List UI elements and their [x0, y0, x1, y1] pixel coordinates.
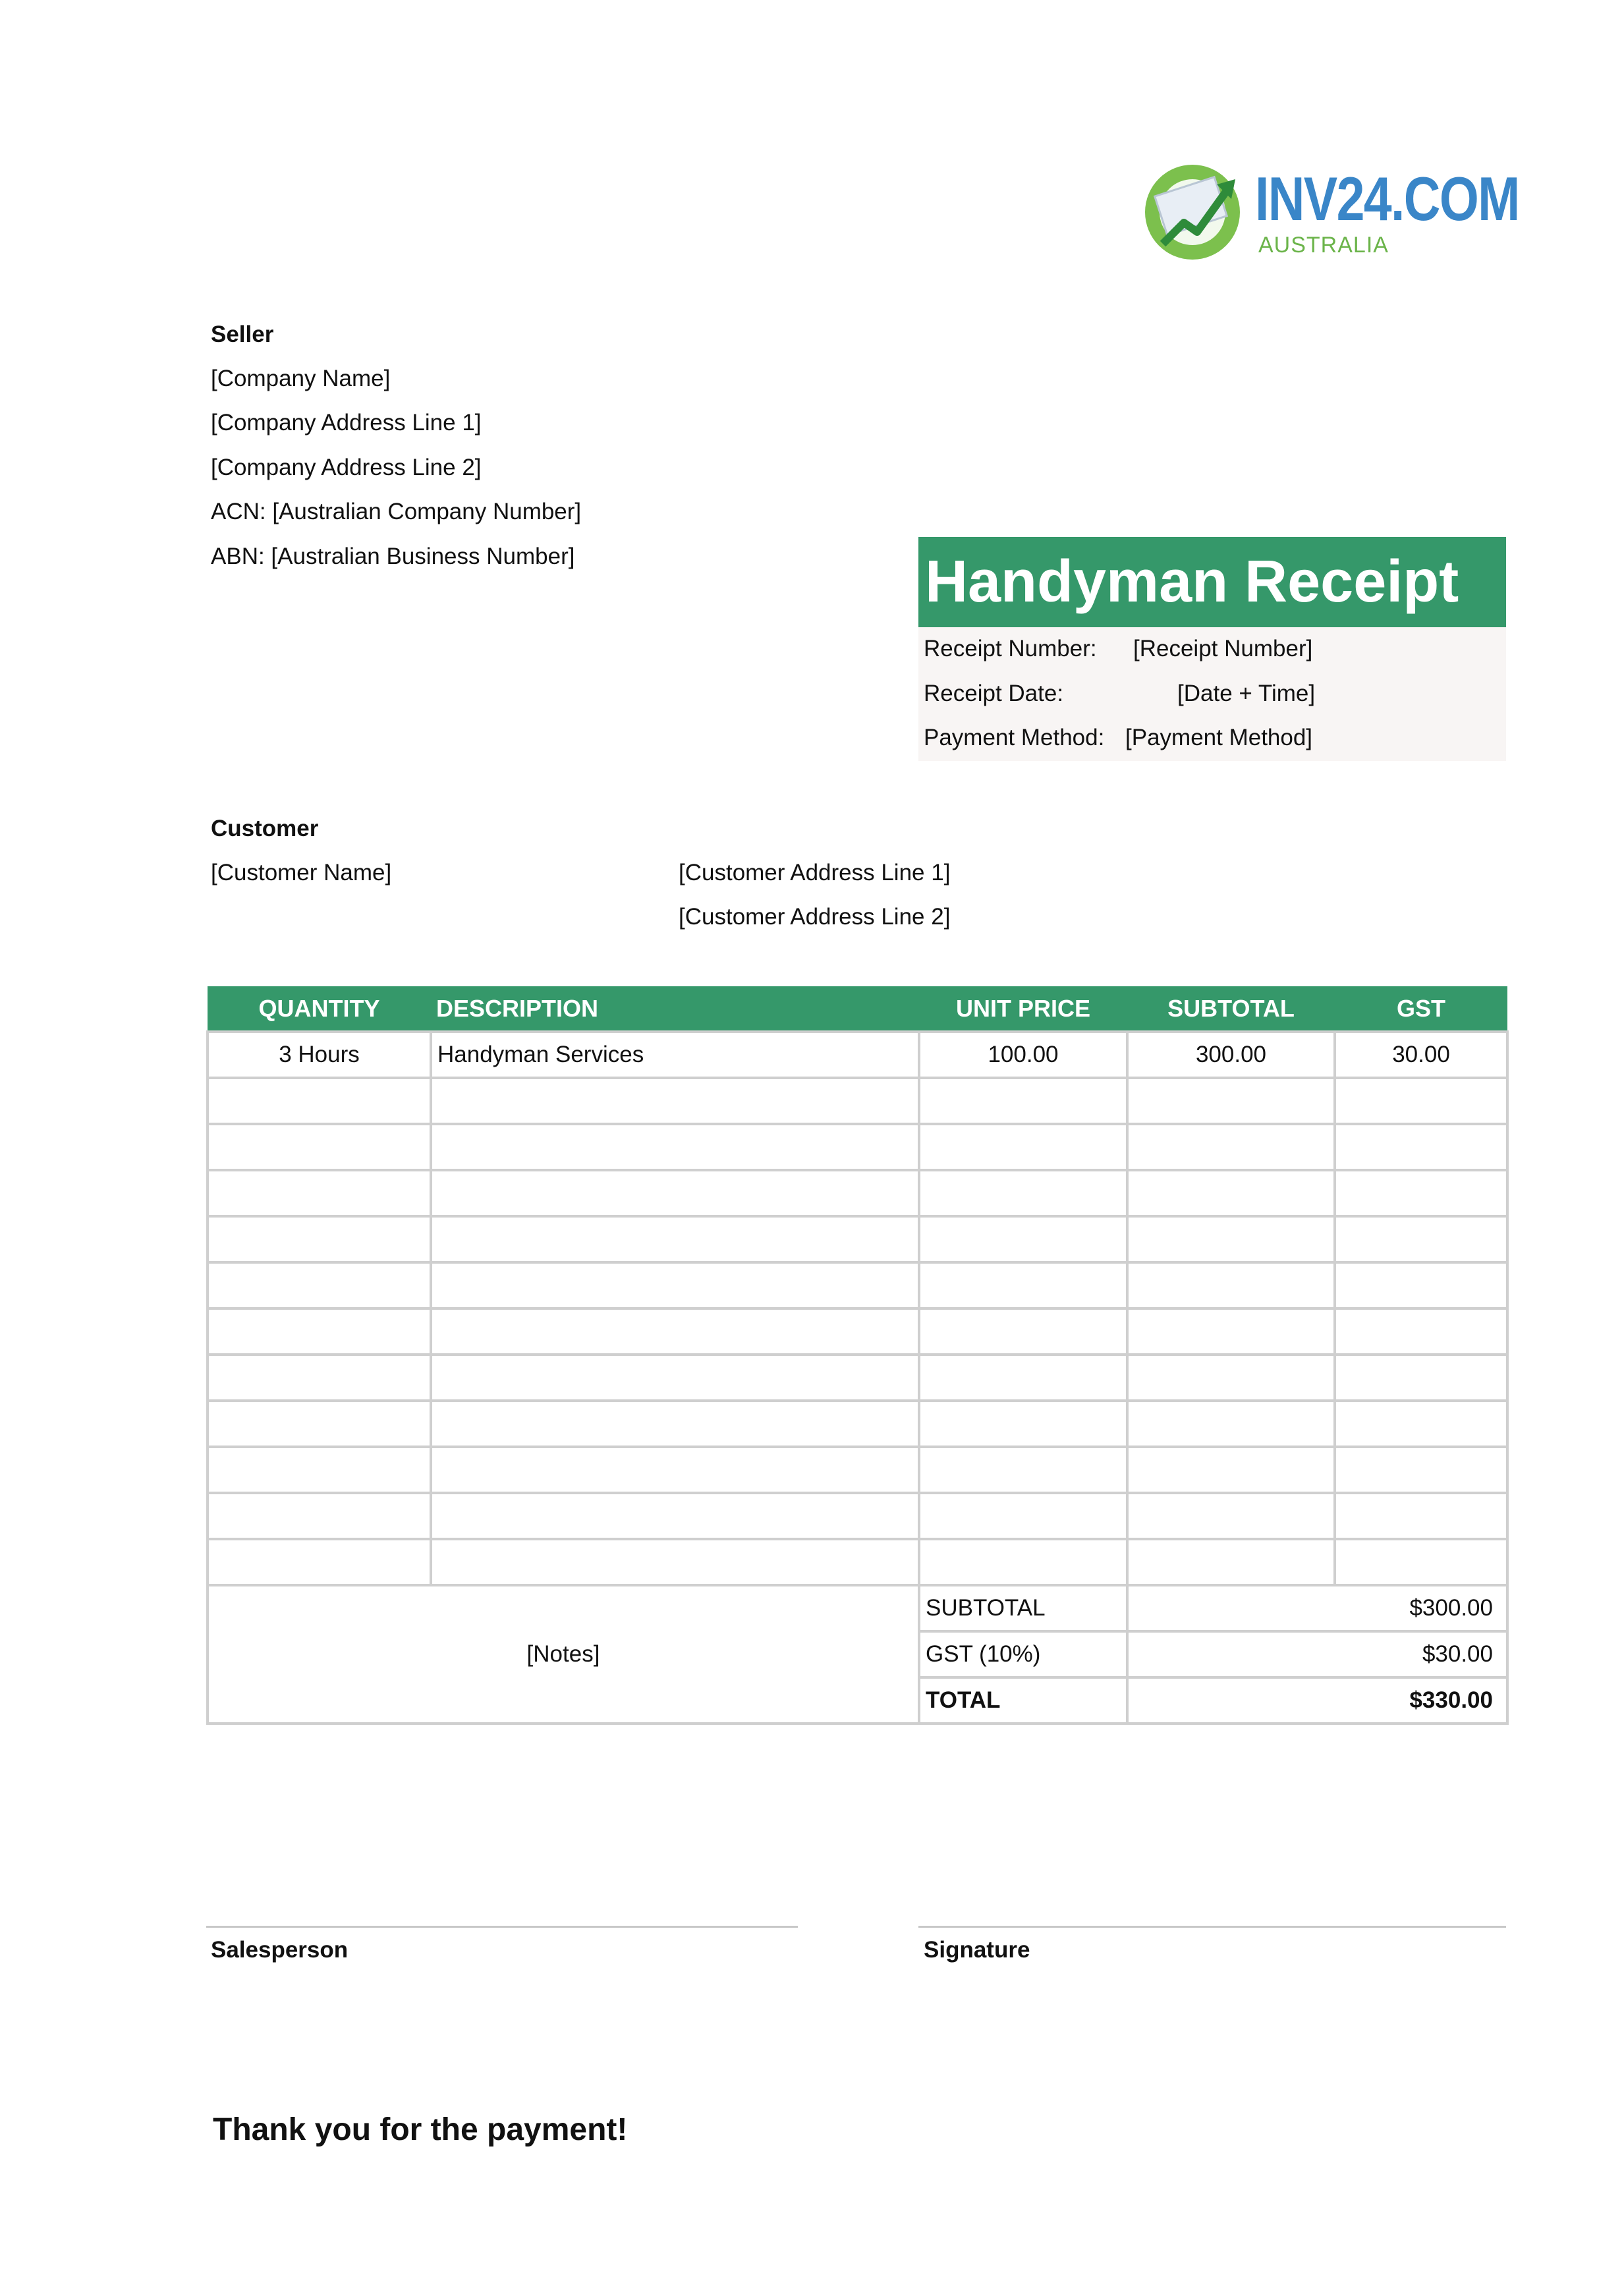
empty-cell [1127, 1216, 1335, 1262]
receipt-title: Handyman Receipt [925, 549, 1459, 615]
empty-cell [1127, 1447, 1335, 1493]
empty-cell [208, 1170, 431, 1216]
header-description: DESCRIPTION [431, 986, 919, 1032]
empty-cell [919, 1170, 1127, 1216]
receipt-date-value: [Date + Time] [1177, 681, 1316, 706]
customer-heading: Customer [211, 816, 319, 841]
empty-cell [208, 1539, 431, 1585]
empty-cell [919, 1124, 1127, 1170]
empty-cell [919, 1308, 1127, 1355]
empty-cell [208, 1078, 431, 1124]
notes-cell: [Notes] [208, 1585, 919, 1724]
empty-cell [431, 1262, 919, 1308]
empty-cell [431, 1539, 919, 1585]
totals-subtotal-row [208, 1585, 1507, 1631]
receipt-number-label: Receipt Number: [924, 636, 1097, 661]
empty-cell [208, 1401, 431, 1447]
seller-abn: ABN: [Australian Business Number] [211, 544, 575, 569]
gst-value: $30.00 [1127, 1631, 1507, 1677]
empty-cell [1127, 1170, 1335, 1216]
item-subtotal: 300.00 [1127, 1032, 1335, 1078]
empty-cell [1335, 1355, 1507, 1401]
logo-wordmark: INV24.COM [1255, 164, 1519, 233]
item-quantity: 3 Hours [208, 1032, 431, 1078]
table-row-empty [208, 1262, 1507, 1308]
table-row-empty [208, 1216, 1507, 1262]
items-table [206, 986, 1509, 1725]
empty-cell [919, 1216, 1127, 1262]
empty-cell [431, 1493, 919, 1539]
table-row [208, 1032, 1507, 1078]
empty-cell [1127, 1539, 1335, 1585]
total-value: $330.00 [1127, 1677, 1507, 1724]
seller-company-name: [Company Name] [211, 366, 391, 391]
empty-cell [1335, 1539, 1507, 1585]
empty-cell [1335, 1170, 1507, 1216]
empty-cell [208, 1308, 431, 1355]
customer-address-line2: [Customer Address Line 2] [679, 904, 951, 930]
empty-cell [1127, 1493, 1335, 1539]
subtotal-label: SUBTOTAL [919, 1585, 1127, 1631]
subtotal-value: $300.00 [1127, 1585, 1507, 1631]
empty-cell [1335, 1308, 1507, 1355]
empty-cell [919, 1078, 1127, 1124]
seller-heading: Seller [211, 322, 274, 347]
table-row-empty [208, 1447, 1507, 1493]
table-row-empty [208, 1493, 1507, 1539]
empty-cell [919, 1401, 1127, 1447]
header-subtotal: SUBTOTAL [1127, 986, 1335, 1032]
payment-method-label: Payment Method: [924, 725, 1105, 750]
signature-line [918, 1926, 1506, 1928]
item-unit-price: 100.00 [919, 1032, 1127, 1078]
empty-cell [1335, 1401, 1507, 1447]
thank-you-message: Thank you for the payment! [213, 2112, 628, 2147]
empty-cell [1335, 1216, 1507, 1262]
empty-cell [431, 1447, 919, 1493]
empty-cell [431, 1078, 919, 1124]
empty-cell [1127, 1262, 1335, 1308]
customer-name: [Customer Name] [211, 860, 392, 885]
table-row-empty [208, 1078, 1507, 1124]
table-row-empty [208, 1539, 1507, 1585]
empty-cell [431, 1216, 919, 1262]
empty-cell [1335, 1493, 1507, 1539]
empty-cell [208, 1447, 431, 1493]
empty-cell [208, 1124, 431, 1170]
empty-cell [1335, 1124, 1507, 1170]
empty-cell [431, 1170, 919, 1216]
seller-address-line2: [Company Address Line 2] [211, 455, 482, 480]
table-row-empty [208, 1401, 1507, 1447]
header-unit-price: UNIT PRICE [919, 986, 1127, 1032]
item-gst: 30.00 [1335, 1032, 1507, 1078]
empty-cell [1127, 1124, 1335, 1170]
empty-cell [431, 1401, 919, 1447]
empty-cell [1127, 1078, 1335, 1124]
empty-cell [1335, 1078, 1507, 1124]
empty-cell [919, 1493, 1127, 1539]
empty-cell [919, 1355, 1127, 1401]
item-description: Handyman Services [431, 1032, 919, 1078]
header-quantity: QUANTITY [208, 986, 431, 1032]
salesperson-line [206, 1926, 798, 1928]
empty-cell [208, 1355, 431, 1401]
empty-cell [431, 1308, 919, 1355]
logo-region: AUSTRALIA [1258, 233, 1389, 258]
header-gst: GST [1335, 986, 1507, 1032]
empty-cell [1335, 1262, 1507, 1308]
table-header-row [208, 986, 1507, 1032]
table-row-empty [208, 1170, 1507, 1216]
empty-cell [208, 1262, 431, 1308]
table-row-empty [208, 1355, 1507, 1401]
total-label: TOTAL [919, 1677, 1127, 1724]
empty-cell [431, 1355, 919, 1401]
receipt-date-label: Receipt Date: [924, 681, 1064, 706]
empty-cell [919, 1539, 1127, 1585]
seller-acn: ACN: [Australian Company Number] [211, 499, 582, 524]
logo-icon [1143, 158, 1255, 270]
customer-address-line1: [Customer Address Line 1] [679, 860, 951, 885]
table-row-empty [208, 1124, 1507, 1170]
receipt-number-value: [Receipt Number] [1133, 636, 1313, 661]
empty-cell [208, 1493, 431, 1539]
empty-cell [919, 1447, 1127, 1493]
empty-cell [919, 1262, 1127, 1308]
empty-cell [208, 1216, 431, 1262]
gst-label: GST (10%) [919, 1631, 1127, 1677]
payment-method-value: [Payment Method] [1125, 725, 1313, 750]
signature-label: Signature [924, 1937, 1030, 1963]
empty-cell [1335, 1447, 1507, 1493]
empty-cell [1127, 1401, 1335, 1447]
empty-cell [431, 1124, 919, 1170]
salesperson-label: Salesperson [211, 1937, 349, 1963]
empty-cell [1127, 1308, 1335, 1355]
seller-address-line1: [Company Address Line 1] [211, 410, 482, 435]
empty-cell [1127, 1355, 1335, 1401]
table-row-empty [208, 1308, 1507, 1355]
